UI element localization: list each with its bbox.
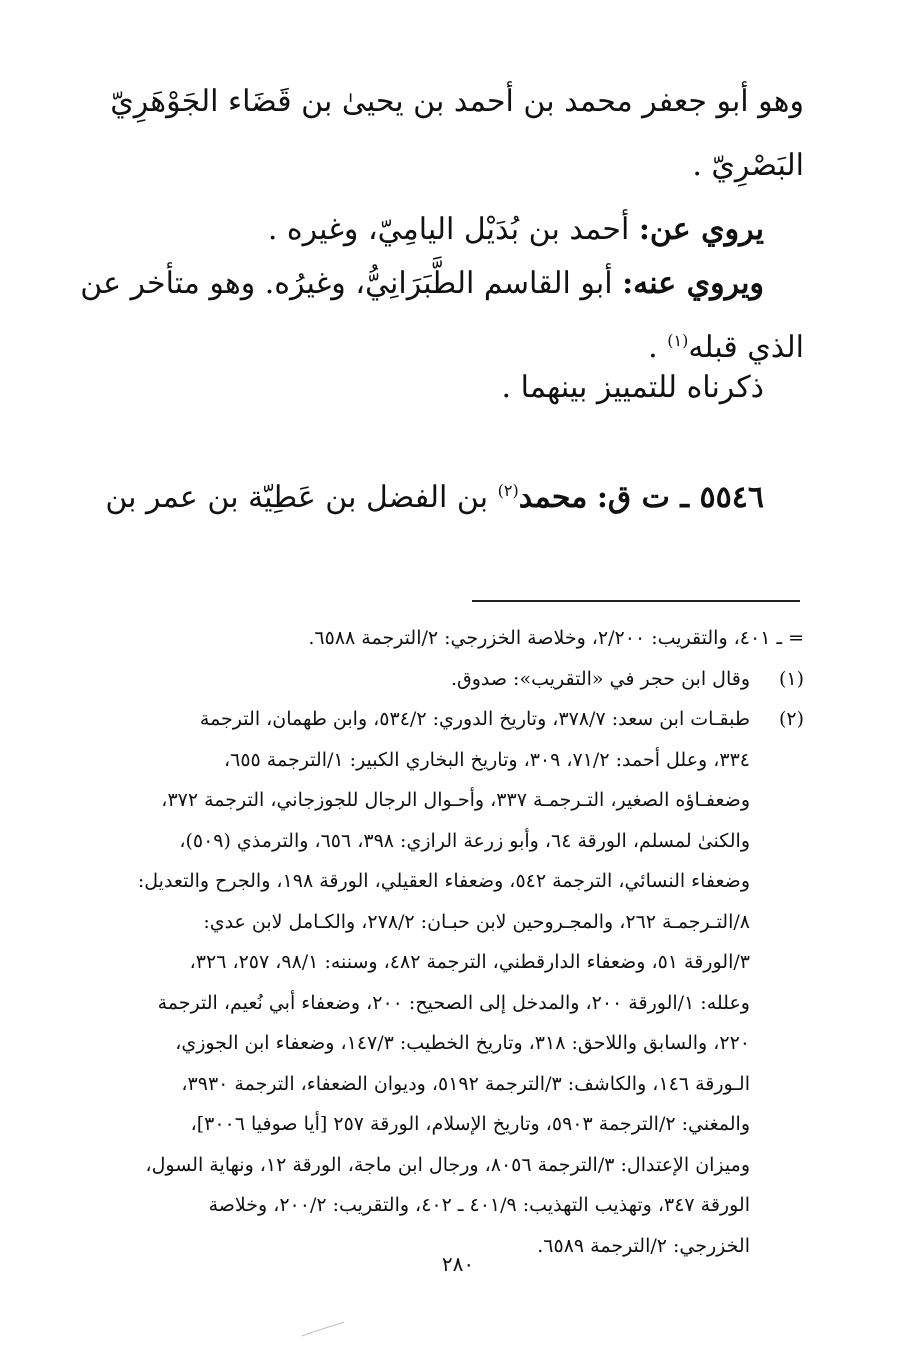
narrated-by-text-1: أبو القاسم الطَّبَرَانِيُّ، وغيرُه. وهو متأخر عن xyxy=(80,266,613,301)
entry-name-start: محمد xyxy=(518,480,588,515)
entry-number: ٥٥٤٦ ـ ت ق: xyxy=(596,480,764,515)
footnote-2-marker: (٢) xyxy=(778,708,804,730)
footnote-2-line: الخزرجي: ٢/الترجمة ٦٥٨٩. xyxy=(537,1234,750,1257)
footnote-2-line: وضعفـاؤه الصغير، التـرجمـة ٣٣٧، وأحـوال الرجال للجوزجاني، الترجمة ٣٧٢، xyxy=(161,789,750,811)
narrated-by-text-2: الذي قبله xyxy=(688,330,804,365)
footnote-2-line: ٣٣٤، وعلل أحمد: ٧١/٢، ٣٠٩، وتاريخ البخاري الكبير: ١/الترجمة ٦٥٥، xyxy=(223,748,750,771)
next-entry-line xyxy=(96,466,804,530)
footnote-2-line: ٣/الورقة ٥١، وضعفاء الدارقطني، الترجمة ٤٨٢، وسننه: ٩٨/١، ٢٥٧، ٣٢٦، xyxy=(189,951,750,973)
footnote-1-marker: (١) xyxy=(778,667,804,690)
footnote-2-line: ٢٢٠، والسابق واللاحق: ٣١٨، وتاريخ الخطيب: ١٤٧/٣، وضعفاء ابن الجوزي، xyxy=(175,1032,750,1054)
entry-name-rest: بن الفضل بن عَطِيّة بن عمر بن xyxy=(105,480,489,515)
entry-line-1: وهو أبو جعفر محمد بن أحمد بن يحيىٰ بن قَضَاء الجَوْهَرِيّ xyxy=(110,84,804,119)
footnote-ref-1[interactable]: (١) xyxy=(667,331,689,350)
footnote-ref-2[interactable]: (٢) xyxy=(497,481,519,500)
entry-line-2: البَصْرِيّ . xyxy=(692,148,804,183)
note-text: ذكرناه للتمييز بينهما . xyxy=(501,370,764,405)
footnote-2-line: والكنىٰ لمسلم، الورقة ٦٤، وأبو زرعة الرازي: ٣٩٨، ٦٥٦، والترمذي (٥٠٩)، xyxy=(179,829,750,852)
page-number: ٢٨٠ xyxy=(441,1252,475,1276)
narrates-from-text: أحمد بن بُدَيْل اليامِيّ، وغيره . xyxy=(267,212,630,247)
narrated-by-end: . xyxy=(648,330,658,365)
next-entry-section xyxy=(96,466,804,530)
scan-mark xyxy=(300,1318,350,1340)
footnote-2-line: وضعفاء النسائي، الترجمة ٥٤٢، وضعفاء العقيلي، الورقة ١٩٨، والجرح والتعديل: xyxy=(137,870,750,892)
footnote-2-line: الـورقة ١٤٦، والكاشف: ٣/الترجمة ٥١٩٢، وديوان الضعفاء، الترجمة ٣٩٣٠، xyxy=(181,1072,750,1095)
entry-continuation xyxy=(96,70,804,198)
note-section xyxy=(96,356,804,420)
footnote-2 xyxy=(96,699,804,1266)
footnote-2-line: الورقة ٣٤٧، وتهذيب التهذيب: ٤٠١/٩ ـ ٤٠٢، والتقريب: ٢٠٠/٢، وخلاصة xyxy=(208,1194,750,1216)
footnote-separator xyxy=(472,600,800,602)
footnote-1-text: وقال ابن حجر في «التقريب»: صدوق. xyxy=(450,667,750,690)
footnote-2-line: طبقـات ابن سعد: ٣٧٨/٧، وتاريخ الدوري: ٥٣٤/٢، وابن طهمان، الترجمة xyxy=(199,708,750,730)
footnote-1 xyxy=(96,659,804,700)
footnote-continuation xyxy=(96,618,804,659)
footnotes-section xyxy=(96,618,804,1266)
footnote-2-line: ٨/التـرجمـة ٢٦٢، والمجـروحين لابن حبـان: ٢٧٨/٢، والكـامل لابن عدي: xyxy=(203,910,750,933)
narrates-from-label: يروي عن: xyxy=(638,212,764,247)
footnote-2-line: وميزان الإعتدال: ٣/الترجمة ٨٠٥٦، ورجال ابن ماجة، الورقة ١٢، ونهاية السول، xyxy=(145,1153,750,1176)
footnote-2-line: والمغني: ٢/الترجمة ٥٩٠٣، وتاريخ الإسلام، الورقة ٢٥٧ [أيا صوفيا ٣٠٠٦]، xyxy=(190,1113,750,1135)
footnote-2-line: وعلله: ١/الورقة ٢٠٠، والمدخل إلى الصحيح: ٢٠٠، وضعفاء أبي نُعيم، الترجمة xyxy=(157,991,750,1014)
narrated-by-label: ويروي عنه: xyxy=(622,266,764,301)
narrated-by-line-1 xyxy=(80,252,804,316)
footnote-continuation-text: = ـ ٤٠١، والتقريب: ٢/٢٠٠، وخلاصة الخزرجي: ٢/الترجمة ٦٥٨٨. xyxy=(308,627,804,649)
